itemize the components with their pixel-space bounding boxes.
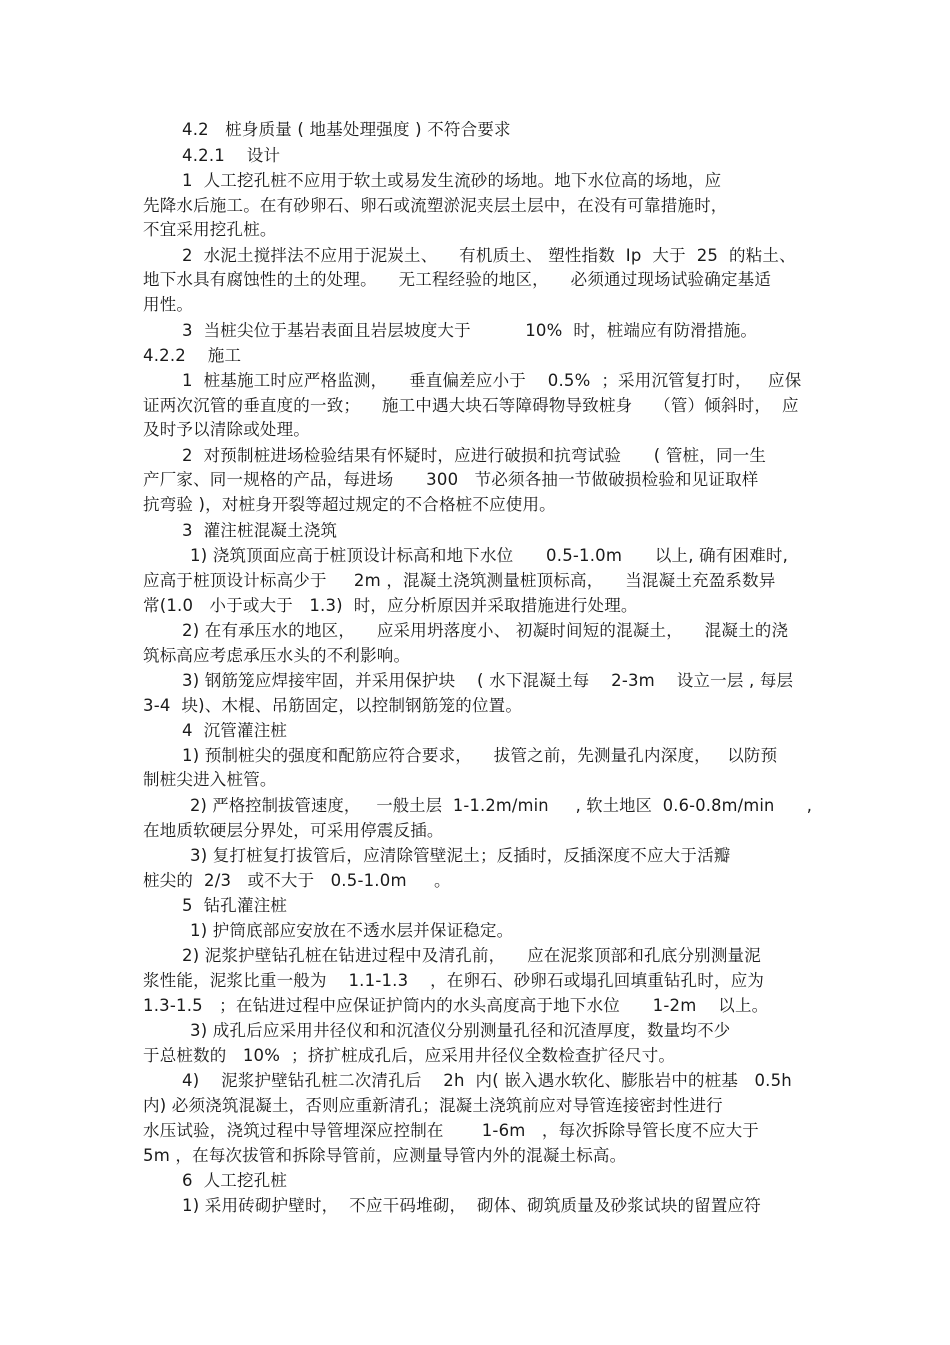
paragraph-line: 1 桩基施工时应严格监测， 垂直偏差应小于 0.5% ；采用沉管复打时， 应保	[182, 371, 802, 390]
paragraph-line: 4) 泥浆护壁钻孔桩二次清孔后 2h 内( 嵌入遇水软化、膨胀岩中的桩基 0.5h	[182, 1071, 792, 1090]
paragraph-line: 水压试验，浇筑过程中导管埋深应控制在 1-6m ，每次拆除导管长度不应大于	[143, 1121, 759, 1140]
paragraph-line: 2 水泥土搅拌法不应用于泥炭土、 有机质土、 塑性指数 Ip 大于 25 的粘土、	[182, 246, 796, 265]
paragraph-line: 3) 复打桩复打拔管后，应清除管壁泥土；反插时，反插深度不应大于活瓣	[190, 846, 731, 865]
subsection-heading: 4.2.2 施工	[143, 346, 242, 365]
paragraph-line: 2) 泥浆护壁钻孔桩在钻进过程中及清孔前， 应在泥浆顶部和孔底分别测量泥	[182, 946, 761, 965]
paragraph-line: 抗弯验 )，对桩身开裂等超过规定的不合格桩不应使用。	[143, 495, 556, 514]
paragraph-line: 5m ，在每次拔管和拆除导管前，应测量导管内外的混凝土标高。	[143, 1146, 627, 1165]
paragraph-line: 1) 护筒底部应安放在不透水层并保证稳定。	[190, 921, 514, 940]
paragraph-line: 应高于桩顶设计标高少于 2m ，混凝土浇筑测量桩顶标高， 当混凝土充盈系数异	[143, 571, 776, 590]
paragraph-line: 1) 采用砖砌护壁时， 不应干码堆砌， 砌体、砌筑质量及砂浆试块的留置应符	[182, 1196, 761, 1215]
item-heading: 5 钻孔灌注桩	[182, 896, 288, 915]
paragraph-line: 3 当桩尖位于基岩表面且岩层坡度大于 10% 时，桩端应有防滑措施。	[182, 321, 758, 340]
paragraph-line: 用性。	[143, 295, 194, 314]
paragraph-line: 地下水具有腐蚀性的土的处理。 无工程经验的地区， 必须通过现场试验确定基适	[143, 270, 772, 289]
subsection-heading: 4.2.1 设计	[182, 146, 281, 165]
paragraph-line: 浆性能，泥浆比重一般为 1.1-1.3 ，在卵石、砂卵石或塌孔回填重钻孔时，应为	[143, 971, 765, 990]
paragraph-line: 筑标高应考虑承压水头的不利影响。	[143, 646, 411, 665]
paragraph-line: 1 人工挖孔桩不应用于软土或易发生流砂的场地。地下水位高的场地，应	[182, 171, 722, 190]
paragraph-line: 证两次沉管的垂直度的一致； 施工中遇大块石等障碍物导致桩身 （管）倾斜时， 应	[143, 396, 799, 415]
paragraph-line: 及时予以清除或处理。	[143, 420, 310, 439]
paragraph-line: 3-4 块)、木棍、吊筋固定，以控制钢筋笼的位置。	[143, 696, 523, 715]
paragraph-line: 1) 浇筑顶面应高于桩顶设计标高和地下水位 0.5-1.0m 以上, 确有困难时,	[190, 546, 789, 565]
section-heading: 4.2 桩身质量 ( 地基处理强度 ) 不符合要求	[182, 120, 511, 139]
paragraph-line: 3) 成孔后应采用井径仪和和沉渣仪分别测量孔径和沉渣厚度，数量均不少	[190, 1021, 731, 1040]
paragraph-line: 在地质软硬层分界处，可采用停震反插。	[143, 821, 444, 840]
paragraph-line: 于总桩数的 10% ；挤扩桩成孔后，应采用井径仪全数检查扩径尺寸。	[143, 1046, 676, 1065]
paragraph-line: 2 对预制桩进场检验结果有怀疑时，应进行破损和抗弯试验 ( 管桩，同一生	[182, 446, 767, 465]
paragraph-line: 2) 严格控制拔管速度， 一般土层 1-1.2m/min , 软土地区 0.6-0.8m/min ,	[190, 796, 813, 815]
paragraph-line: 先降水后施工。在有砂卵石、卵石或流塑淤泥夹层土层中，在没有可靠措施时，	[143, 196, 728, 215]
item-heading: 3 灌注桩混凝土浇筑	[182, 521, 338, 540]
item-heading: 4 沉管灌注桩	[182, 721, 288, 740]
paragraph-line: 1.3-1.5 ；在钻进过程中应保证护筒内的水头高度高于地下水位 1-2m 以上。	[143, 996, 769, 1015]
paragraph-line: 2) 在有承压水的地区， 应采用坍落度小、 初凝时间短的混凝土， 混凝土的浇	[182, 621, 789, 640]
paragraph-line: 产厂家、同一规格的产品，每进场 300 节必须各抽一节做破损检验和见证取样	[143, 470, 759, 489]
paragraph-line: 不宜采用挖孔桩。	[143, 220, 277, 239]
paragraph-line: 1) 预制桩尖的强度和配筋应符合要求， 拔管之前，先测量孔内深度， 以防预	[182, 746, 778, 765]
paragraph-line: 内) 必须浇筑混凝土，否则应重新清孔；混凝土浇筑前应对导管连接密封性进行	[143, 1096, 723, 1115]
paragraph-line: 3) 钢筋笼应焊接牢固，并采用保护块 ( 水下混凝土每 2-3m 设立一层 , 每层	[182, 671, 794, 690]
paragraph-line: 桩尖的 2/3 或不大于 0.5-1.0m 。	[143, 871, 451, 890]
item-heading: 6 人工挖孔桩	[182, 1171, 288, 1190]
paragraph-line: 制桩尖进入桩管。	[143, 770, 277, 789]
paragraph-line: 常(1.0 小于或大于 1.3) 时，应分析原因并采取措施进行处理。	[143, 596, 638, 615]
